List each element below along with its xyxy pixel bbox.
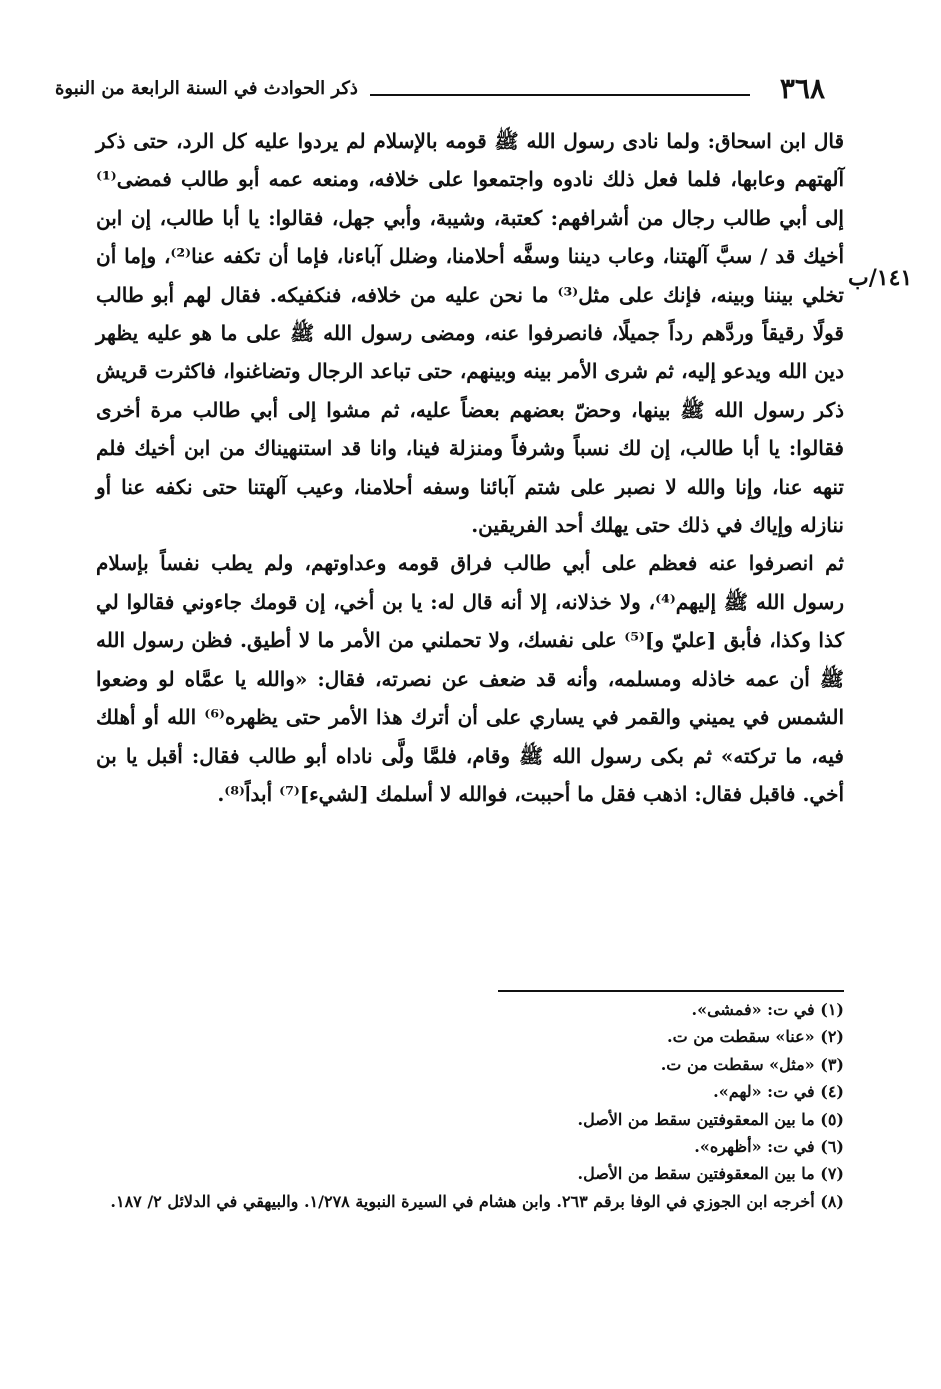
header-rule xyxy=(370,94,750,96)
footnote-5: (٥) ما بين المعقوفتين سقط من الأصل. xyxy=(577,1109,844,1129)
running-title: ذكر الحوادث في السنة الرابعة من النبوة xyxy=(55,78,358,99)
footnote-8: (٨) أخرجه ابن الجوزي في الوفا برقم ٢٦٣. وابن هشام في السيرة النبوية ١/٢٧٨. والبيهقي في الدلائل ٢/ ١٨٧. xyxy=(110,1191,844,1211)
footnote-1: (١) في ت: «فمشى». xyxy=(691,1000,844,1019)
footnote-3: (٣) «مثل» سقطت من ت. xyxy=(660,1054,844,1074)
main-text xyxy=(96,122,844,813)
footnotes-list xyxy=(96,996,844,1215)
footnote-6: (٦) في ت: «أظهره». xyxy=(694,1137,844,1157)
page-number: ٣٦٨ xyxy=(779,72,825,105)
footnote-7: (٧) ما بين المعقوفتين سقط من الأصل. xyxy=(577,1164,844,1184)
footnote-divider xyxy=(498,990,844,992)
paragraph-1: قال ابن اسحاق: ولما نادى رسول الله ﷺ قومه بالإسلام لم يردوا عليه كل الرد، حتى ذكر آلهتهم وعابها، فلما فعل ذلك نادوه واجتمعوا على خلافه، ومنعه عمه أبو طالب فمضى⁽¹⁾ إلى أبي طالب رجال من أشرافهم: كعتبة، وشيبة، وأبي جهل، فقالوا: يا أبا طالب، إن ابن أخيك قد / سبَّ آلهتنا، وعاب ديننا وسفَّه أحلامنا، وضلل آباءنا، فإما أن تكفه عنا⁽²⁾، وإما أن تخلي بيننا وبينه، فإنك على مثل⁽³⁾ ما نحن عليه من خلافه، فنكفيكه. فقال لهم أبو طالب قولًا رقيقاً وردَّهم رداً جميلًا، فانصرفوا عنه، ومضى رسول الله ﷺ على ما هو عليه يظهر دين الله ويدعو إليه، ثم شرى الأمر بينه وبينهم، حتى تباعد الرجال وتضاغنوا، فاكثرت قريش ذكر رسول الله ﷺ بينها، وحضّ بعضهم بعضاً عليه، ثم مشوا إلى أبي طالب مرة أخرى فقالوا: يا أبا طالب، إن لك نسباً وشرفاً ومنزلة فينا، وانا قد استنهيناك من ابن أخيك فلم تنهه عنا، وإنا والله لا نصبر على شتم آبائنا وسفه أحلامنا، وعيب آلهتنا حتى نكفه عنا أو ننازله وإياك في ذلك حتى يهلك أحد الفريقين. xyxy=(96,129,844,538)
paragraph-2: ثم انصرفوا عنه فعظم على أبي طالب فراق قومه وعداوتهم، ولم يطب نفساً بإسلام رسول الله ﷺ إليهم⁽⁴⁾، ولا خذلانه، إلا أنه قال له: يا بن أخي، إن قومك جاءوني فقالوا لي كذا وكذا، فأبق [عليّ و]⁽⁵⁾ على نفسك، ولا تحملني من الأمر ما لا أطيق. فظن رسول الله ﷺ أن عمه خاذله ومسلمه، وأنه قد ضعف عن نصرته، فقال: «والله يا عمَّاه لو وضعوا الشمس في يميني والقمر في يساري على أن أترك هذا الأمر حتى يظهره⁽⁶⁾ الله أو أهلك فيه، ما تركته» ثم بكى رسول الله ﷺ وقام، فلمَّا ولَّى ناداه أبو طالب فقال: أقبل يا بن أخي. فاقبل فقال: اذهب فقل ما أحببت، فوالله لا أسلمك [لشيء]⁽⁷⁾ أبداً⁽⁸⁾. xyxy=(96,551,845,806)
footnote-2: (٢) «عنا» سقطت من ت. xyxy=(667,1027,844,1047)
margin-folio-note: ١٤١/ب xyxy=(848,265,913,291)
footnote-4: (٤) في ت: «لهم». xyxy=(713,1082,844,1102)
page-header xyxy=(55,72,825,112)
